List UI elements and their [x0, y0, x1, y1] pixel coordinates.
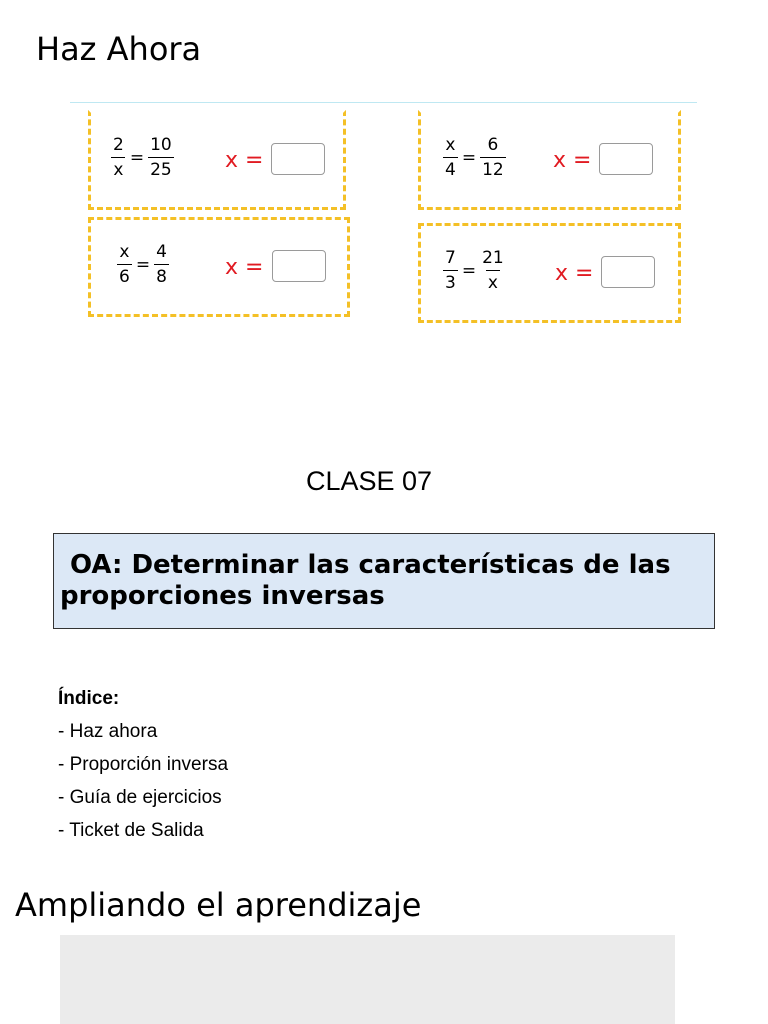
objective-text: OA: Determinar las características de las proporciones inversas	[60, 550, 671, 611]
proportion-equation	[111, 135, 174, 180]
denominator: 12	[480, 157, 506, 180]
numerator: 10	[150, 135, 172, 155]
denominator: x	[111, 157, 125, 180]
content-placeholder	[60, 935, 675, 1024]
denominator: x	[486, 270, 500, 293]
left-fraction	[443, 135, 458, 180]
answer-label: x =	[225, 255, 264, 280]
index-item: - Guía de ejercicios	[58, 787, 222, 808]
index-title: Índice:	[58, 688, 120, 709]
class-number: CLASE 07	[305, 466, 433, 496]
objective-box	[53, 533, 715, 629]
numerator: 6	[487, 135, 499, 155]
haz-ahora-title: Haz Ahora	[36, 30, 202, 68]
equals-sign: =	[135, 254, 151, 275]
answer-label: x =	[553, 148, 592, 173]
exercise-card	[418, 223, 681, 323]
answer-input[interactable]	[601, 256, 655, 288]
answer-input[interactable]	[271, 143, 325, 175]
divider-line	[70, 102, 697, 103]
denominator: 25	[148, 157, 174, 180]
denominator: 3	[443, 270, 458, 293]
numerator: 4	[156, 242, 167, 262]
equals-sign: =	[461, 147, 477, 168]
index-item: - Haz ahora	[58, 721, 158, 742]
answer-input[interactable]	[272, 250, 326, 282]
denominator: 8	[154, 264, 169, 287]
numerator: x	[445, 135, 456, 155]
answer-label: x =	[555, 261, 594, 286]
proportion-equation	[117, 242, 169, 287]
proportion-equation	[443, 135, 506, 180]
left-fraction	[111, 135, 126, 180]
proportion-equation	[443, 248, 506, 293]
right-fraction	[480, 135, 506, 180]
index-item: - Ticket de Salida	[58, 820, 204, 841]
answer-label: x =	[225, 148, 264, 173]
index-item: - Proporción inversa	[58, 754, 229, 775]
exercise-card	[88, 110, 346, 210]
right-fraction	[154, 242, 169, 287]
numerator: 2	[113, 135, 124, 155]
numerator: 7	[445, 248, 456, 268]
numerator: x	[119, 242, 130, 262]
index-list	[58, 682, 228, 847]
answer-input[interactable]	[599, 143, 653, 175]
left-fraction	[443, 248, 458, 293]
equals-sign: =	[129, 147, 145, 168]
equals-sign: =	[461, 260, 477, 281]
right-fraction	[480, 248, 506, 293]
exercise-card	[418, 110, 681, 210]
right-fraction	[148, 135, 174, 180]
left-fraction	[117, 242, 132, 287]
numerator: 21	[482, 248, 504, 268]
ampliando-title: Ampliando el aprendizaje	[15, 886, 422, 924]
exercise-card	[88, 217, 350, 317]
denominator: 4	[443, 157, 458, 180]
denominator: 6	[117, 264, 132, 287]
